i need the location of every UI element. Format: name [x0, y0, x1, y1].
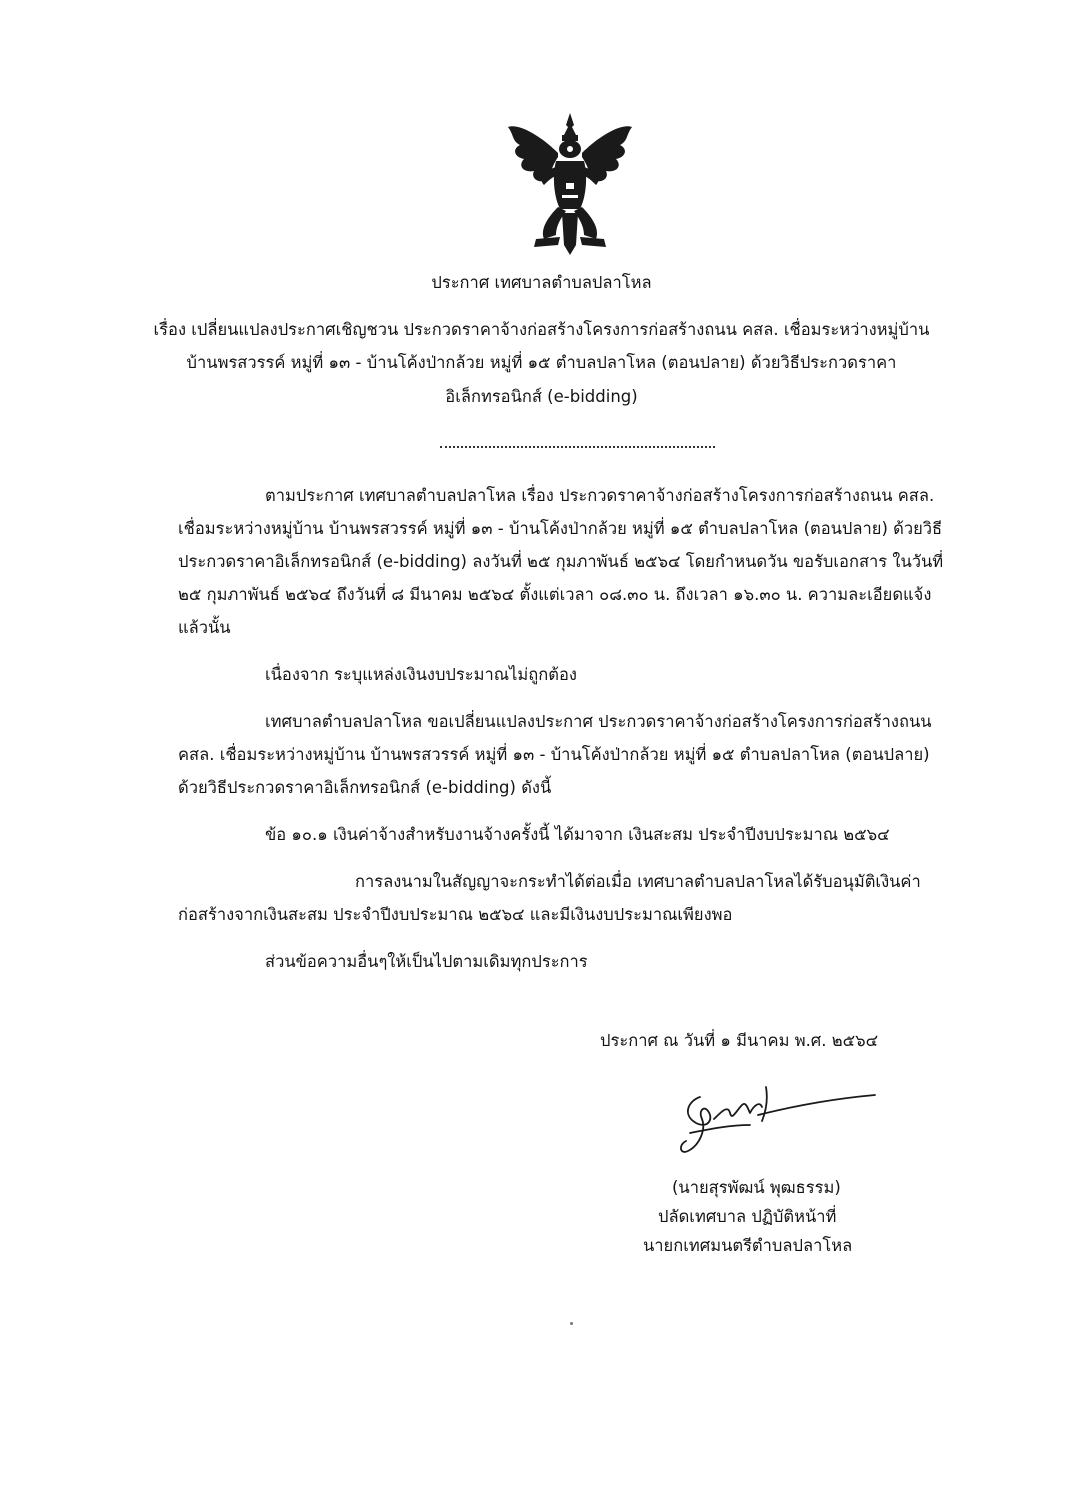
announcement-date: ประกาศ ณ วันที่ ๑ มีนาคม พ.ศ. ๒๕๖๔: [600, 1031, 879, 1050]
body-paragraph-line: แล้วนั้น: [178, 618, 231, 637]
subject-line: บ้านพรสวรรค์ หมู่ที่ ๑๓ - บ้านโค้งป่ากล้วย หมู่ที่ ๑๕ ตำบลปลาโหล (ตอนปลาย) ด้วยวิธีประกวดราคา: [186, 353, 897, 372]
body-paragraph-line: เทศบาลตำบลปลาโหล ขอเปลี่ยนแปลงประกาศ ประกวดราคาจ้างก่อสร้างโครงการก่อสร้างถนน: [265, 712, 932, 731]
dotted-separator: [440, 446, 715, 448]
signer-name: (นายสุรพัฒน์ พุฒธรรม): [672, 1178, 841, 1197]
issuer-heading: ประกาศ เทศบาลตำบลปลาโหล: [431, 273, 652, 292]
garuda-emblem-icon: [500, 105, 640, 265]
body-paragraph-line: ตามประกาศ เทศบาลตำบลปลาโหล เรื่อง ประกวดราคาจ้างก่อสร้างโครงการก่อสร้างถนน คสล.: [265, 486, 935, 505]
signer-title: ปลัดเทศบาล ปฏิบัติหน้าที่: [658, 1207, 837, 1226]
body-paragraph-line: คสล. เชื่อมระหว่างหมู่บ้าน บ้านพรสวรรค์ หมู่ที่ ๑๓ - บ้านโค้งป่ากล้วย หมู่ที่ ๑๕ ตำบลปลาโหล (ตอนปลาย): [178, 745, 930, 764]
body-paragraph-line: ด้วยวิธีประกวดราคาอิเล็กทรอนิกส์ (e-bidding) ดังนี้: [178, 778, 552, 797]
scan-speck: [570, 1322, 573, 1325]
handwritten-signature: [670, 1075, 880, 1170]
body-paragraph-line: การลงนามในสัญญาจะกระทำได้ต่อเมื่อ เทศบาลตำบลปลาโหลได้รับอนุมัติเงินค่า: [355, 872, 921, 891]
subject-line: เรื่อง เปลี่ยนแปลงประกาศเชิญชวน ประกวดราคาจ้างก่อสร้างโครงการก่อสร้างถนน คสล. เชื่อมระหว่างหมู่บ้าน: [153, 320, 930, 339]
subject-line: อิเล็กทรอนิกส์ (e-bidding): [445, 387, 638, 406]
body-paragraph-line: ส่วนข้อความอื่นๆให้เป็นไปตามเดิมทุกประการ: [265, 952, 588, 971]
body-paragraph-line: เนื่องจาก ระบุแหล่งเงินงบประมาณไม่ถูกต้อง: [265, 665, 577, 684]
signer-title: นายกเทศมนตรีตำบลปลาโหล: [643, 1236, 853, 1255]
body-paragraph-line: เชื่อมระหว่างหมู่บ้าน บ้านพรสวรรค์ หมู่ที่ ๑๓ - บ้านโค้งป่ากล้วย หมู่ที่ ๑๕ ตำบลปลาโหล (ตอนปลาย) ด้วยวิธี: [178, 519, 943, 538]
body-paragraph-line: ประกวดราคาอิเล็กทรอนิกส์ (e-bidding) ลงวันที่ ๒๕ กุมภาพันธ์ ๒๕๖๔ โดยกำหนดวัน ขอรับเอกสาร ในวันที่: [178, 552, 944, 571]
body-paragraph-line: ก่อสร้างจากเงินสะสม ประจำปีงบประมาณ ๒๕๖๔ และมีเงินงบประมาณเพียงพอ: [178, 905, 733, 924]
body-paragraph-line: ข้อ ๑๐.๑ เงินค่าจ้างสำหรับงานจ้างครั้งนี้ ได้มาจาก เงินสะสม ประจำปีงบประมาณ ๒๕๖๔: [265, 825, 890, 844]
body-paragraph-line: ๒๕ กุมภาพันธ์ ๒๕๖๔ ถึงวันที่ ๘ มีนาคม ๒๕๖๔ ตั้งแต่เวลา ๐๘.๓๐ น. ถึงเวลา ๑๖.๓๐ น. ความละเอียดแจ้ง: [178, 585, 932, 604]
